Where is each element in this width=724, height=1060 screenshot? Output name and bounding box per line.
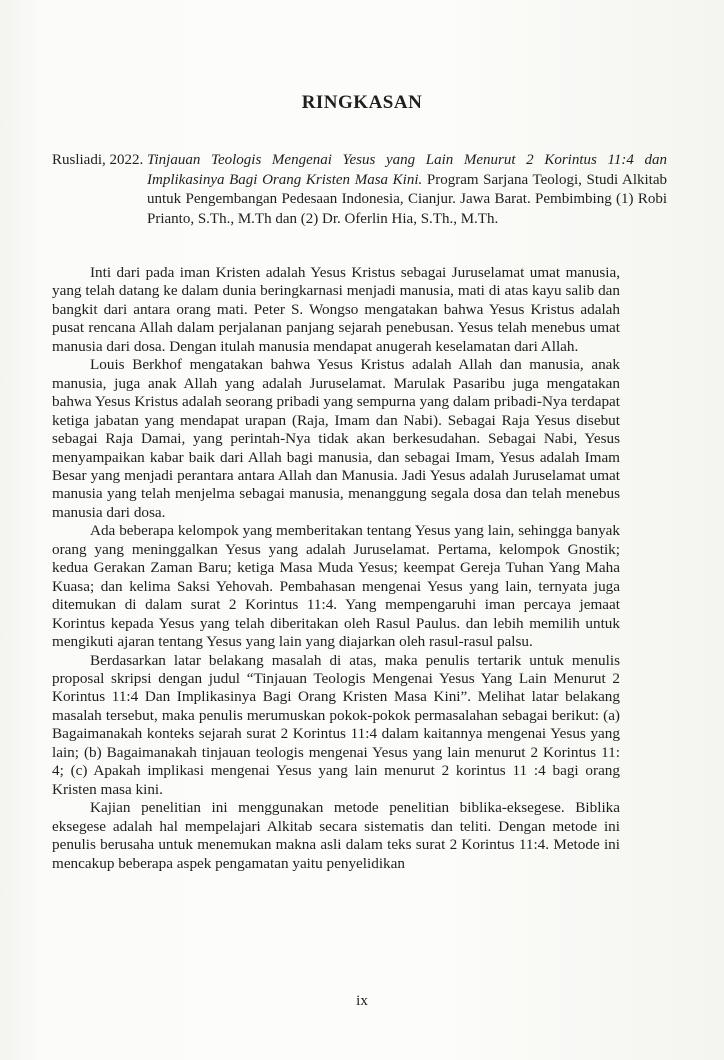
citation-details: Program Sarjana Teologi, Studi Alkitab untuk Pengembangan Pedesaan Indonesia, Cianjur. Jawa Barat. Pembimbing (1) Robi Prianto, S.Th., M.Th dan (2) Dr. Oferlin Hia, S.Th., M.Th. bbox=[147, 171, 667, 227]
citation-body bbox=[147, 151, 667, 229]
citation-block bbox=[52, 151, 672, 229]
paragraph: Berdasarkan latar belakang masalah di atas, maka penulis tertarik untuk menulis proposal skripsi dengan judul “Tinjauan Teologis Mengenai Yesus Yang Lain Menurut 2 Korintus 11:4 Dan Implikasinya Bagi Orang Kristen Masa Kini”. Melihat latar belakang masalah tersebut, maka penulis merumuskan pokok-pokok permasalahan sebagai berikut: (a) Bagaimanakah konteks sejarah surat 2 Korintus 11:4 dalam kaitannya mengenai Yesus yang lain; (b) Bagaimanakah tinjauan teologis mengenai Yesus yang lain menurut 2 Korintus 11: 4; (c) Apakah implikasi mengenai Yesus yang lain menurut 2 korintus 11 :4 bagi orang Kristen masa kini. bbox=[52, 651, 620, 798]
paragraph: Ada beberapa kelompok yang memberitakan tentang Yesus yang lain, sehingga banyak orang yang meninggalkan Yesus yang adalah Juruselamat. Pertama, kelompok Gnostik; kedua Gerakan Zaman Baru; ketiga Masa Muda Yesus; keempat Gereja Tuhan Yang Maha Kuasa; dan kelima Saksi Yehovah. Pembahasan mengenai Yesus yang lain, ternyata juga ditemukan di dalam surat 2 Korintus 11:4. Yang mempengaruhi iman percaya jemaat Korintus kepada Yesus yang telah diberitakan oleh Rasul Paulus. dan lebih memilih untuk mengikuti ajaran tentang Yesus yang lain yang diajarkan oleh rasul-rasul palsu. bbox=[52, 522, 620, 651]
citation-thesis-title: Tinjauan Teologis Mengenai Yesus yang Lain Menurut 2 Korintus 11:4 dan Implikasinya Bagi Orang Kristen Masa Kini. bbox=[147, 152, 667, 188]
citation-author-year: Rusliadi, 2022. bbox=[52, 152, 144, 168]
page-number: ix bbox=[356, 993, 368, 1009]
page-title: RINGKASAN bbox=[301, 92, 423, 113]
paragraph: Inti dari pada iman Kristen adalah Yesus Kristus sebagai Juruselamat umat manusia, yang telah datang ke dalam dunia beringkarnasi menjadi manusia, mati di atas kayu salib dan bangkit dari antara orang mati. Peter S. Wongso mengatakan bahwa Yesus Kristus adalah pusat rencana Allah dalam perjalanan panjang sejarah penebusan. Yesus telah menebus umat manusia dari dosa. Dengan itulah manusia mendapat anugerah keselamatan dari Allah. bbox=[52, 264, 620, 355]
paragraph: Kajian penelitian ini menggunakan metode penelitian biblika-eksegese. Biblika eksegese adalah hal mempelajari Alkitab secara sistematis dan teliti. Dengan metode ini penulis berusaha untuk menemukan makna asli dalam teks surat 2 Korintus 11:4. Metode ini mencakup beberapa aspek pengamatan yaitu penyelidikan bbox=[52, 799, 620, 872]
paragraph: Louis Berkhof mengatakan bahwa Yesus Kristus adalah Allah dan manusia, anak manusia, juga anak Allah yang adalah Juruselamat. Marulak Pasaribu juga mengatakan bahwa Yesus Kristus adalah seorang pribadi yang sempurna yang dalam pribadi-Nya terdapat ketiga jabatan yang mendapat urapan (Raja, Imam dan Nabi). Sebagai Raja Yesus disebut sebagai Raja Damai, yang perintah-Nya tidak akan berkesudahan. Sebagai Nabi, Yesus menyampaikan kabar baik dari Allah bagi manusia, dan sebagai Imam, Yesus adalah Imam Besar yang menjadi perantara antara Allah dan Manusia. Jadi Yesus adalah Juruselamat umat manusia yang telah menjelma sebagai manusia, menanggung segala dosa dan telah menebus manusia dari dosa. bbox=[52, 356, 620, 521]
summary-body bbox=[52, 264, 620, 873]
